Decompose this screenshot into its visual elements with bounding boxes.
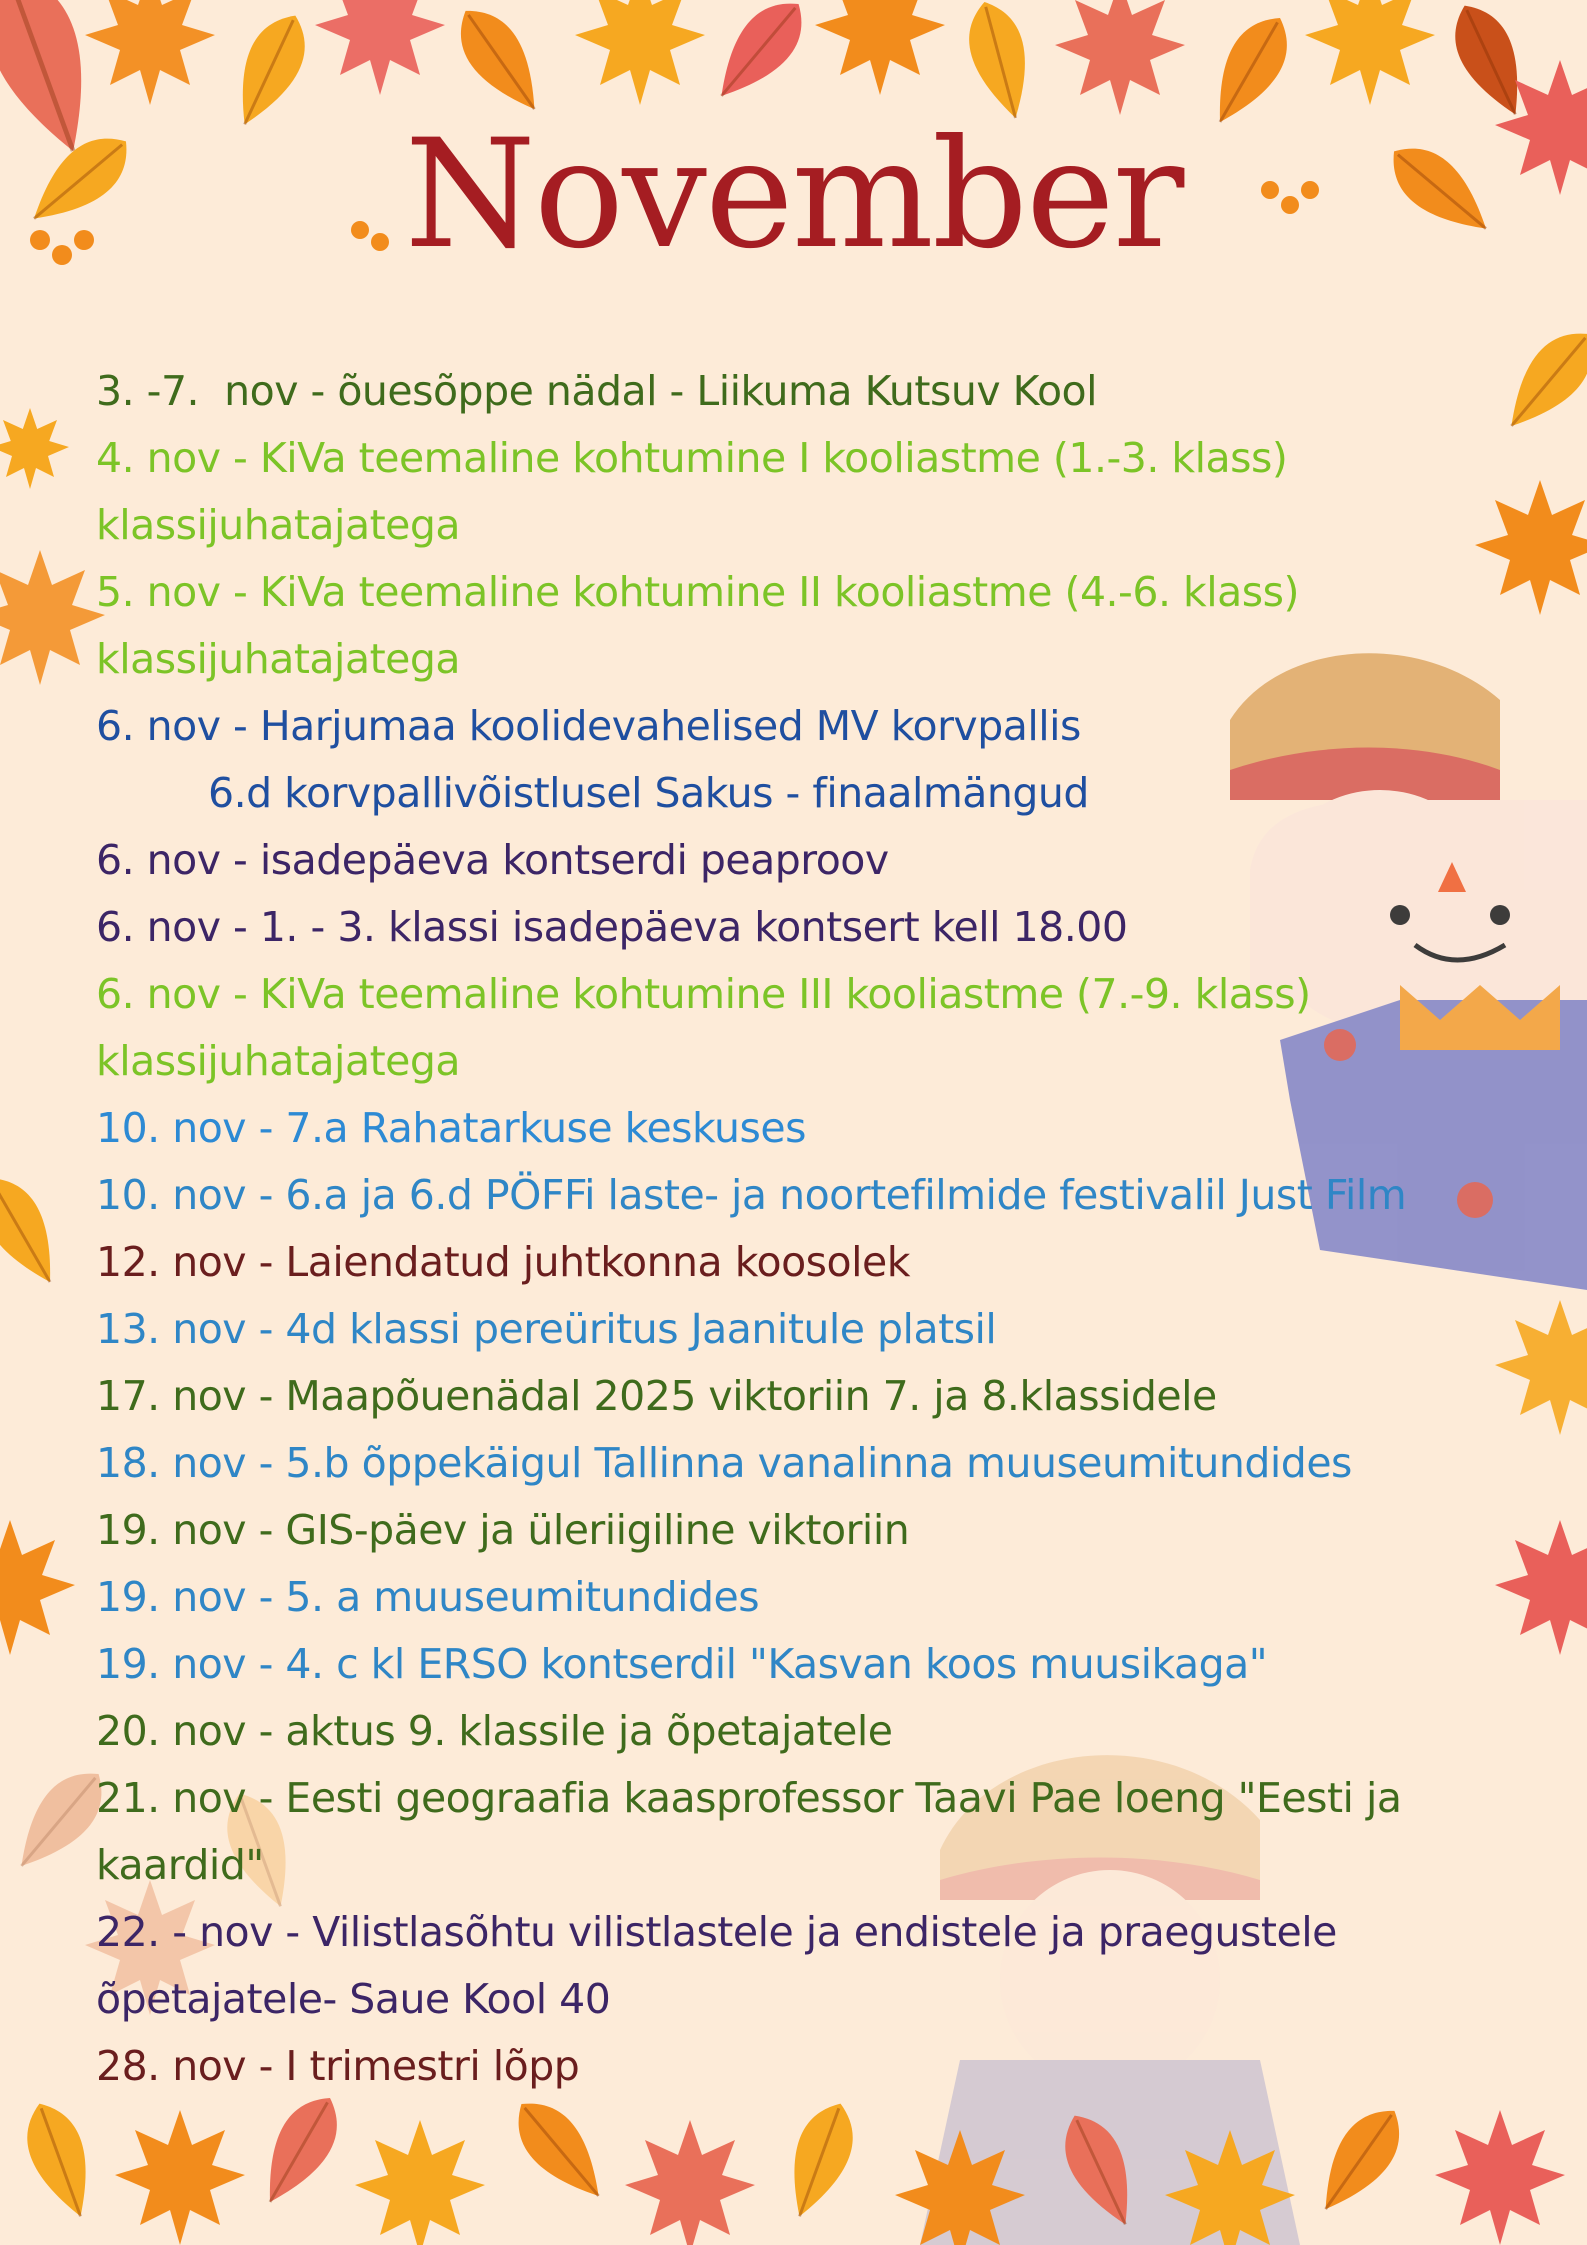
event-item: 20. nov - aktus 9. klassile ja õpetajatele	[96, 1707, 893, 1755]
event-item: 28. nov - I trimestri lõpp	[96, 2042, 580, 2090]
event-item: 6. nov - Harjumaa koolidevahelised MV korvpallis 6.d korvpallivõistlusel Sakus - finaalmängud	[96, 693, 1536, 827]
event-item: 13. nov - 4d klassi pereüritus Jaanitule platsil	[96, 1305, 997, 1353]
event-item: 18. nov - 5.b õppekäigul Tallinna vanalinna muuseumitundides	[96, 1439, 1352, 1487]
event-item: 3. -7. nov - õuesõppe nädal - Liikuma Kutsuv Kool	[96, 367, 1098, 415]
events-list	[96, 358, 1536, 2100]
event-continuation: 6.d korvpallivõistlusel Sakus - finaalmängud	[208, 769, 1089, 817]
event-item: 19. nov - GIS-päev ja üleriigiline viktoriin	[96, 1506, 910, 1554]
page-title: November	[404, 108, 1183, 282]
event-item: 21. nov - Eesti geograafia kaasprofessor Taavi Pae loeng "Eesti ja kaardid"	[96, 1774, 1415, 1889]
event-item: 19. nov - 4. c kl ERSO kontserdil "Kasvan koos muusikaga"	[96, 1640, 1268, 1688]
event-item: 6. nov - 1. - 3. klassi isadepäeva kontsert kell 18.00	[96, 903, 1128, 951]
event-item: 4. nov - KiVa teemaline kohtumine I kooliastme (1.-3. klass) klassijuhatajatega	[96, 434, 1300, 549]
event-item: 10. nov - 7.a Rahatarkuse keskuses	[96, 1104, 806, 1152]
event-item: 6. nov - isadepäeva kontserdi peaproov	[96, 836, 889, 884]
event-item: 5. nov - KiVa teemaline kohtumine II kooliastme (4.-6. klass) klassijuhatajatega	[96, 568, 1312, 683]
event-item: 22. - nov - Vilistlasõhtu vilistlastele ja endistele ja praegustele õpetajatele- Saue Kool 40	[96, 1908, 1350, 2023]
event-item: 12. nov - Laiendatud juhtkonna koosolek	[96, 1238, 910, 1286]
event-item: 19. nov - 5. a muuseumitundides	[96, 1573, 760, 1621]
event-item: 17. nov - Maapõuenädal 2025 viktoriin 7. ja 8.klassidele	[96, 1372, 1217, 1420]
event-item: 6. nov - KiVa teemaline kohtumine III kooliastme (7.-9. klass) klassijuhatajatega	[96, 970, 1324, 1085]
event-item: 10. nov - 6.a ja 6.d PÖFFi laste- ja noortefilmide festivalil Just Film	[96, 1171, 1407, 1219]
